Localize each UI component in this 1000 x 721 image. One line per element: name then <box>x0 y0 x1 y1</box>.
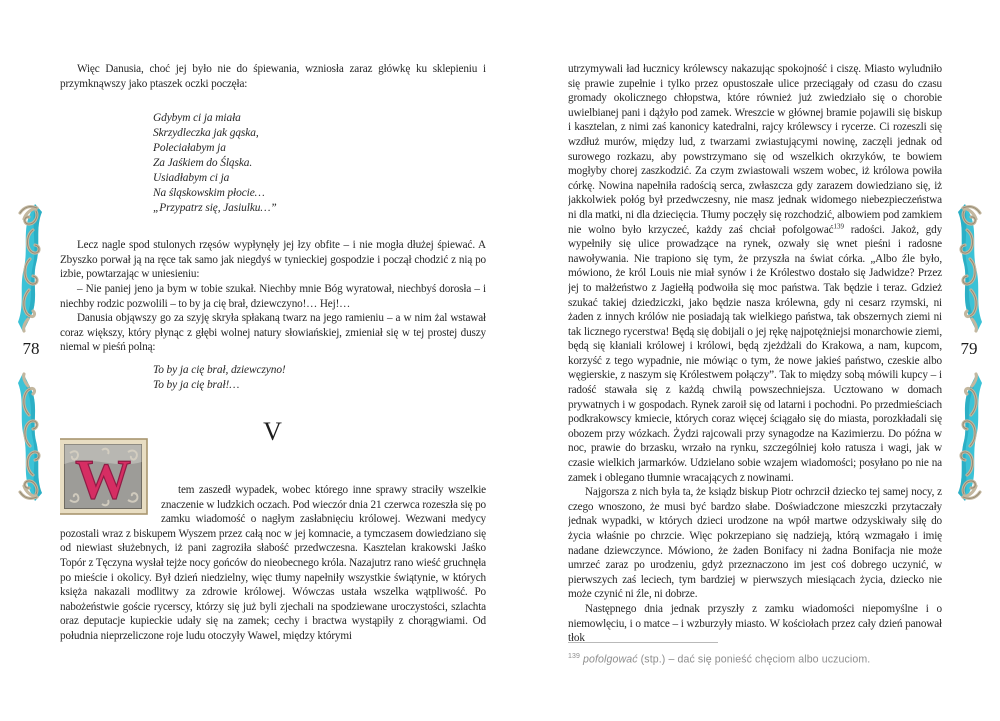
paragraph-intro: Więc Danusia, choć jej było nie do śpiewania, wzniosła zaraz główkę ku sklepieniu i przymknąwszy jako ptaszek oczki poczęła: <box>60 63 486 90</box>
page-number-left: 78 <box>22 339 40 358</box>
continuation-text-b: radości. Jakoż, gdy wypełniły się ulice prowadzące na rynek, ozwały się wnet pieśni i radosne nawoływania. Nie trapiono się tym, że przyszła na świat córka. „Albo źle było, mówiono, że król Louis nie miał synów i że Królestwo dostało się Jadwidze? Przez jej to małżeństwo z Jagiełłą podwoiła się moc państwa. Tak będzie i teraz. Gdzież szukać takiej dziedziczki, jako będzie nasza królewna, gdy ni cesarz rzymski, ni żaden z innych królów nie posiadają tak wielkiego państwa, tak obszernych ziemi ni tak licznego rycerstwa! Będą się dobijali o jej rękę najpotężniejsi monarchowie ziemi, będą się kłaniali królowej i królowi, będą zjeżdżali do Krakowa, a nam, kupcom, korzyść z tego wypadnie, nie mówiąc o tym, że nowe jakieś państwo, czeskie albo węgierskie, z naszym się Królestwem połączy”. Tak to między sobą mówili kupcy – i radość stawała się z każdą chwilą powszechniejsza. Ucztowano w domach prywatnych i w gospodach. Rynek zaroił się od latarni i pochodni. Po przedmieściach podkrakowscy kmiecie, których coraz więcej ściągało się do miasta, porozkładali się obozem przy wózkach. Żydzi rajcowali przy synagodze na Kazimierzu. Do późna w noc, prawie do brzasku, wrzało na rynku, szczególniej koło ratusza i wagi, jak w czasie wielkich jarmarków. Udzielano sobie wzajem wiadomości; posyłano po nie na zamek i oblegano tłumnie wracających z nowinami. <box>568 223 942 484</box>
illuminated-initial <box>60 438 148 515</box>
verse-line: Poleciałabym ja <box>153 142 226 155</box>
chapter-heading: V <box>263 416 283 446</box>
flourish-ornament-icon <box>14 372 44 502</box>
continuation-text-a: utrzymywali ład łucznicy królewscy nakazując spokojność i ciszę. Miasto wyludniło się prawie zupełnie i tylko przez opustoszałe ulice przeciągały od czasu do czasu gromady okolicznego chłopstwa, które również już zwiedziało się o chorobie uwielbianej pani i dążyło pod zamek. Wreszcie w głównej bramie pojawili się biskup i kasztelan, z nimi zaś kanonicy katedralni, rajcy królewscy i rycerze. Ci rozeszli się wzdłuż murów, między lud, z twarzami zwiastującymi nowinę, zaczęli jednak od surowego rozkazu, aby powstrzymano się od wszelkich okrzyków, te bowiem mogłyby chorej zaszkodzić. Za czym zwiastowali wszem wobec, iż królowa powiła córkę. Nowina napełniła radością serca, zwłaszcza gdy zarazem dowiedziano się, iż jakkolwiek połóg był przedwczesny, nie masz jednak widomego niebezpieczeństwa ni dla matki, ni dla dziecięcia. Tłumy poczęły się rozchodzić, albowiem pod zamkiem nie wolno było krzyczeć, każdy zaś chciał pofolgować <box>568 63 942 236</box>
flourish-ornament-icon <box>14 203 44 333</box>
book-page-right <box>568 0 942 721</box>
book-page-left <box>60 0 486 721</box>
footnote <box>568 642 942 667</box>
paragraph-continuation <box>568 62 942 485</box>
footnote-definition: (stp.) – dać się ponieść chęciom albo uczuciom. <box>637 653 871 666</box>
flourish-ornament-icon <box>956 203 986 333</box>
verse-refrain <box>153 363 486 393</box>
svg-text:W: W <box>75 448 131 511</box>
verse-song <box>153 111 486 216</box>
verse-line: To by ja cię brał, dziewczyno! <box>153 363 286 376</box>
paragraph-chapter-opening <box>60 448 486 644</box>
verse-line: Usiadłabym ci ja <box>153 172 230 185</box>
paragraph-news: Najgorsza z nich była ta, że ksiądz biskup Piotr ochrzcił dziecko tej samej nocy, z czego wnoszono, że musi być bardzo słabe. Doświadczone mieszczki przytaczały jednak wypadki, w których dzieci urodzone na wpół martwe odzyskiwały siłę do życia właśnie po chrzcie. Więc pokrzepiano się nadzieją, którą wzmagało i imię nadane dziewczynce. Mówiono, że żaden Bonifacy ni żadna Bonifacja nie może umrzeć zaraz po urodzeniu, gdyż przeznaczono im jest coś dobrego uczynić, w pierwszych zaś leciech, tym bardziej w pierwszych miesiącach życia, dziecko nie może czynić ni źle, ni dobrze. <box>568 486 942 601</box>
footnote-reference: 139 <box>833 221 844 230</box>
flourish-ornament-icon <box>956 372 986 502</box>
footnote-term: pofolgować <box>583 653 638 666</box>
verse-line: Skrzydleczka jak gąska, <box>153 127 259 140</box>
verse-line: To by ja cię brał!… <box>153 378 240 391</box>
footnote-divider <box>568 642 718 643</box>
page-number-right: 79 <box>960 339 978 358</box>
footnote-marker: 139 <box>568 653 580 660</box>
paragraph-nextday: Następnego dnia jednak przyszły z zamku wiadomości niepomyślne i o niemowlęciu, i o matce – i wzburzyły miasto. W kościołach przez cały dzień panował tłok <box>568 602 942 645</box>
verse-line: Na śląskowskim płocie… <box>153 187 265 200</box>
verse-line: Za Jaśkiem do Śląska. <box>153 157 253 170</box>
paragraph-cry: Lecz nagle spod stulonych rzęsów wypłynęły jej łzy obfite – i nie mogła dłużej śpiewać. A Zbyszko porwał ją na ręce tak samo jak niegdyś w tynieckiej gospodzie i począł chodzić z nią po izbie, powtarzając w uniesieniu: <box>60 239 486 281</box>
footnote-text <box>568 650 942 667</box>
paragraph-dialog: – Nie paniej jeno ja bym w tobie szukał. Niechby mnie Bóg wyratował, niechbyś dorosła – i niechby rodzic pozwolili – to by ja cię brał, dziewczyno!… Hej!… <box>60 282 486 310</box>
verse-line: „Przypatrz się, Jasiulku…” <box>153 202 277 215</box>
verse-line: Gdybym ci ja miała <box>153 112 241 125</box>
paragraph-danusia: Danusia objąwszy go za szyję skryła spłakaną twarz na jego ramieniu – a w nim żal wstawał coraz większy, który płynąc z głębi wolnej natury słowiańskiej, zmieniał się w tej prostej duszy niemal w pieśń polną: <box>60 312 486 354</box>
chapter-opening-text: tem zaszedł wypadek, wobec którego inne sprawy straciły wszelkie znaczenie w ludzkich oczach. Pod wieczór dnia 21 czerwca rozeszła się po zamku wiadomość o nagłym zasłabnięciu królowej. Wezwani medycy pozostali wraz z biskupem Wyszem przez całą noc w jej komnacie, a tymczasem dowiedziano się od niewiast służebnych, iż pani zagroziła słabość przedwczesna. Kasztelan krakowski Jaśko Topór z Tęczyna wysłał tejże nocy gońców do nieobecnego króla. Nazajutrz rano wieść gruchnęła po mieście i okolicy. Był dzień niedzielny, więc tłumy napełniły wszystkie świątynie, w których księża nakazali modlitwy za zdrowie królowej. Wówczas ustała wszelka wątpliwość. Po nabożeństwie goście rycerscy, którzy się już byli zjechali na spodziewane uroczystości, szlachta oraz deputacje kupieckie udały się na zamek; cechy i bractwa wystąpiły z chorągwiami. Od południa nieprzeliczone roje ludu otoczyły Wawel, między którymi <box>60 483 486 642</box>
